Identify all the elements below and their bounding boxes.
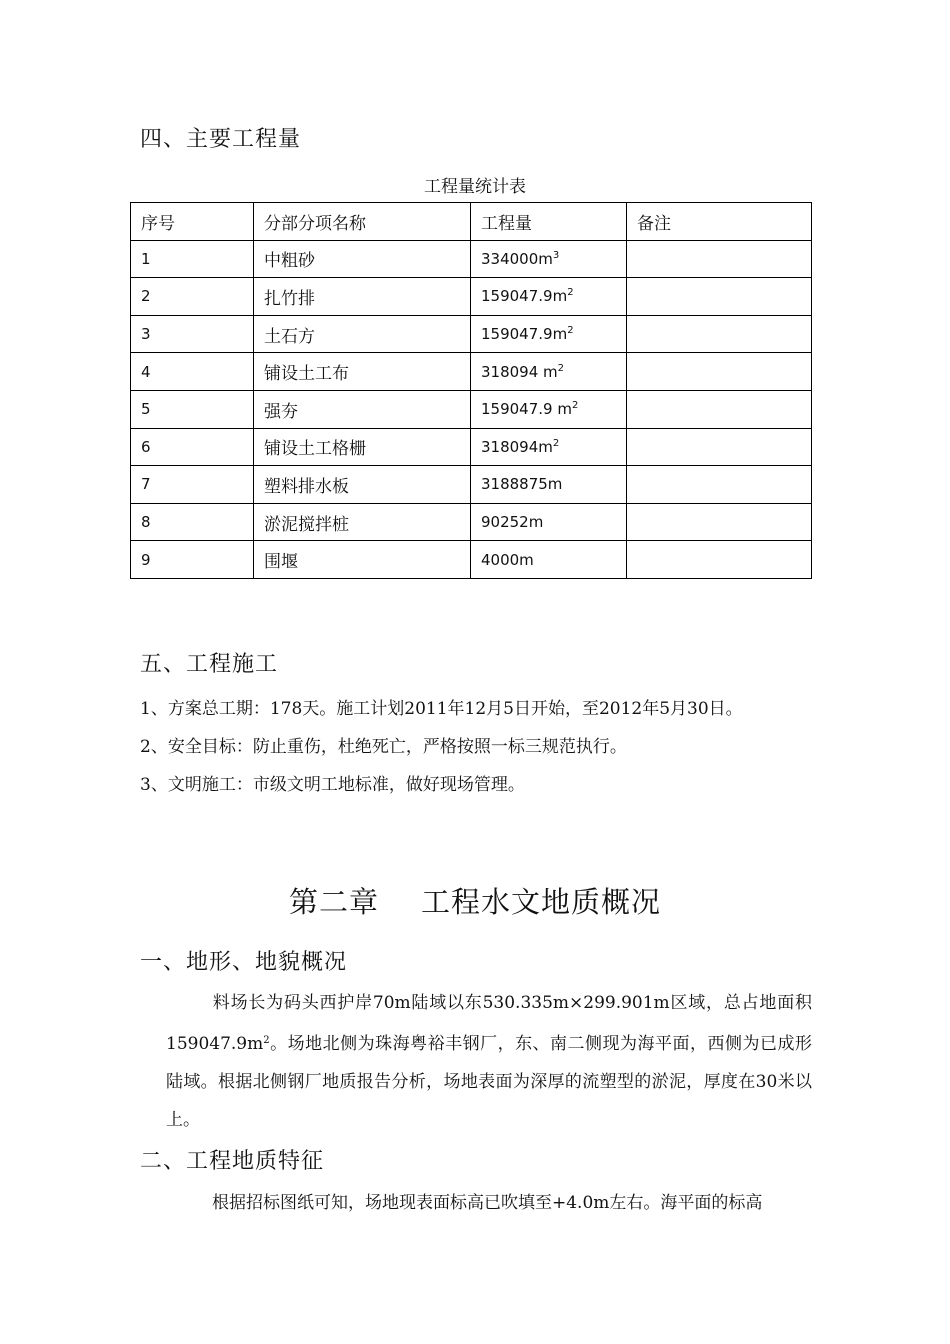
cell-name: 淤泥搅拌桩 (254, 503, 471, 541)
quantity-value: 159047.9m (481, 325, 568, 344)
cell-note (627, 390, 812, 428)
cell-name: 强夯 (254, 390, 471, 428)
cell-note (627, 503, 812, 541)
quantity-value: 334000m (481, 249, 553, 268)
cell-name: 铺设土工格栅 (254, 428, 471, 466)
quantity-value: 318094 m (481, 362, 558, 381)
cell-quantity (471, 466, 627, 504)
unit-exponent: 2 (557, 362, 565, 374)
unit-exponent: 2 (552, 437, 560, 449)
terrain-text-part2: 。场地北侧为珠海粤裕丰钢厂，东、南二侧现为海平面，西侧为已成形陆域。根据北侧钢厂地质报告分析，场地表面为深厚的流塑型的淤泥，厚度在30米以上。 (166, 1034, 812, 1130)
unit-exponent: 2 (567, 287, 574, 299)
quantity-value: 4000m (481, 550, 534, 569)
unit-exponent: 3 (552, 249, 560, 261)
cell-no: 6 (131, 428, 254, 466)
section-heading-quantities: 四、主要工程量 (140, 127, 302, 152)
cell-note (627, 428, 812, 466)
cell-quantity (471, 541, 627, 579)
table-row (131, 541, 812, 579)
chapter-name: 工程水文地质概况 (421, 885, 662, 919)
table-header-row (131, 203, 812, 241)
geology-text: 根据招标图纸可知，场地现表面标高已吹填至+4.0m左右。海平面的标高 (212, 1193, 763, 1213)
table-row (131, 278, 812, 316)
cell-quantity (471, 428, 627, 466)
table-caption: 工程量统计表 (424, 177, 526, 197)
table-row (131, 240, 812, 278)
cell-note (627, 541, 812, 579)
cell-name: 土石方 (254, 315, 471, 353)
cell-quantity (471, 315, 627, 353)
cell-no: 5 (131, 390, 254, 428)
quantity-value: 159047.9m (481, 287, 568, 306)
header-quantity: 工程量 (471, 203, 627, 241)
cell-no: 4 (131, 353, 254, 391)
unit-exponent: 2 (571, 400, 579, 412)
quantity-table (130, 202, 812, 579)
header-no: 序号 (131, 203, 254, 241)
cell-name: 中粗砂 (254, 240, 471, 278)
quantity-value: 90252m (481, 513, 544, 532)
cell-no: 1 (131, 240, 254, 278)
table-row (131, 428, 812, 466)
cell-no: 8 (131, 503, 254, 541)
cell-quantity (471, 353, 627, 391)
quantity-value: 3188875m (481, 475, 563, 494)
unit-exponent: 2 (567, 325, 574, 337)
cell-quantity (471, 390, 627, 428)
construction-item-schedule: 1、方案总工期：178天。施工计划2011年12月5日开始，至2012年5月30日。 (140, 699, 743, 719)
cell-name: 扎竹排 (254, 278, 471, 316)
table-row (131, 390, 812, 428)
cell-quantity (471, 278, 627, 316)
terrain-text-part1: 料场长为码头西护岸70m陆域以东530.335m×299.901m区域，总占地面积159047.9m (166, 993, 812, 1054)
cell-quantity (471, 240, 627, 278)
table-row (131, 466, 812, 504)
table-body (131, 240, 812, 578)
cell-no: 3 (131, 315, 254, 353)
quantity-value: 159047.9 m (481, 400, 572, 419)
cell-name: 围堰 (254, 541, 471, 579)
geology-paragraph (166, 1184, 812, 1222)
chapter-title (0, 880, 950, 921)
cell-note (627, 315, 812, 353)
chapter-number: 第二章 (288, 885, 379, 919)
cell-note (627, 240, 812, 278)
section-heading-terrain: 一、地形、地貌概况 (140, 950, 348, 975)
header-name: 分部分项名称 (254, 203, 471, 241)
construction-item-civilized: 3、文明施工：市级文明工地标准，做好现场管理。 (140, 775, 525, 795)
terrain-superscript: 2 (263, 1035, 270, 1046)
construction-item-safety: 2、安全目标：防止重伤，杜绝死亡，严格按照一标三规范执行。 (140, 737, 627, 757)
table-row (131, 353, 812, 391)
cell-name: 塑料排水板 (254, 466, 471, 504)
cell-note (627, 353, 812, 391)
cell-no: 2 (131, 278, 254, 316)
table-row (131, 315, 812, 353)
cell-name: 铺设土工布 (254, 353, 471, 391)
section-heading-geology: 二、工程地质特征 (140, 1149, 325, 1174)
cell-no: 7 (131, 466, 254, 504)
cell-note (627, 466, 812, 504)
table-row (131, 503, 812, 541)
cell-note (627, 278, 812, 316)
section-heading-construction: 五、工程施工 (140, 652, 279, 677)
terrain-paragraph (166, 984, 812, 1139)
cell-no: 9 (131, 541, 254, 579)
quantity-value: 318094m (481, 437, 553, 456)
cell-quantity (471, 503, 627, 541)
header-note: 备注 (627, 203, 812, 241)
